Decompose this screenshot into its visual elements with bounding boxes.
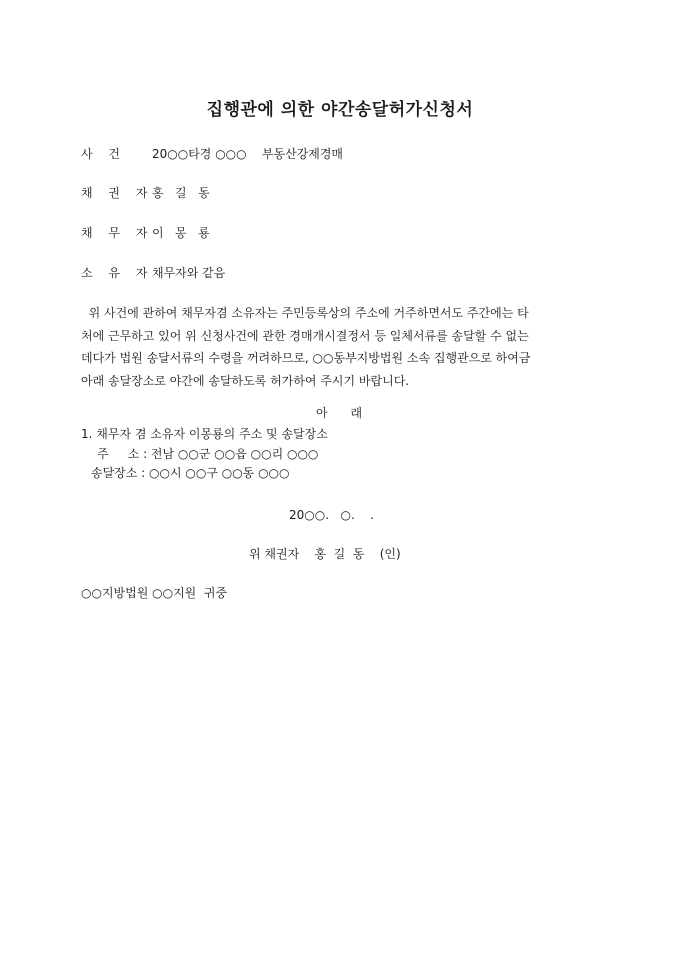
item-1: 1. 채무자 겸 소유자 이몽룡의 주소 및 송달장소: [81, 427, 328, 441]
court-addressee: ○○지방법원 ○○지원 귀중: [81, 586, 228, 600]
below-heading: 아 래: [316, 406, 363, 420]
creditor-label: 채 권 자: [81, 186, 154, 200]
document-title: 집행관에 의한 야간송달허가신청서: [206, 100, 474, 120]
delivery-place-line: 송달장소 : ○○시 ○○구 ○○동 ○○○: [91, 466, 290, 480]
paragraph-line: 처에 근무하고 있어 위 신청사건에 관한 경매개시결정서 등 일체서류를 송달할 수 없는: [81, 328, 529, 343]
signature-line: 위 채권자 홍 길 동 (인): [249, 547, 401, 561]
case-label: 사 건: [81, 147, 126, 161]
address-line: 주 소 : 전남 ○○군 ○○읍 ○○리 ○○○: [97, 447, 319, 461]
paragraph-line: 위 사건에 관하여 채무자겸 소유자는 주민등록상의 주소에 거주하면서도 주간에는 타: [81, 306, 529, 320]
date-line: 20○○. ○. .: [289, 508, 374, 522]
owner-label: 소 유 자: [81, 266, 154, 280]
owner-value: 채무자와 같음: [152, 266, 226, 280]
paragraph-line: 아래 송달장소로 야간에 송달하도록 허가하여 주시기 바랍니다.: [81, 373, 410, 388]
debtor-label: 채 무 자: [81, 226, 154, 240]
request-paragraph: [81, 302, 606, 392]
paragraph-line: 데다가 법원 송달서류의 수령을 꺼려하므로, ○○동부지방법원 소속 집행관으로 하여금: [81, 351, 531, 365]
debtor-value: 이 몽 룡: [152, 226, 210, 240]
case-value: 20○○타경 ○○○ 부동산강제경매: [152, 147, 344, 161]
creditor-value: 홍 길 동: [152, 186, 210, 200]
